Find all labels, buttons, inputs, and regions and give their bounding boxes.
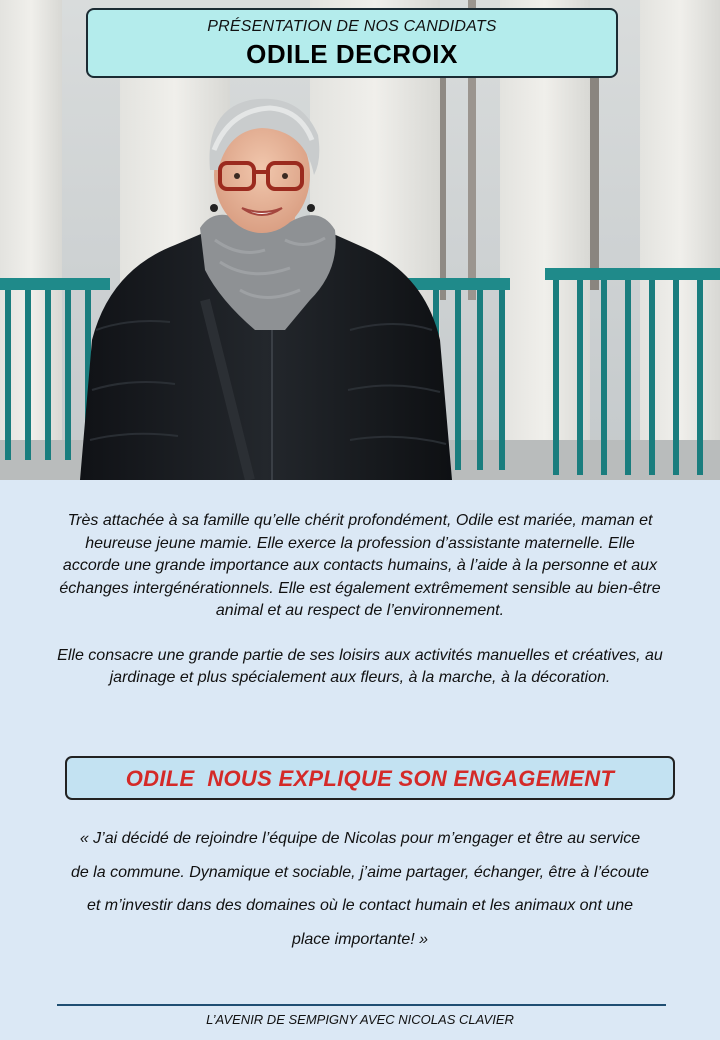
header-supertitle: PRÉSENTATION DE NOS CANDIDATS	[207, 18, 497, 35]
engagement-heading: ODILE NOUS EXPLIQUE SON ENGAGEMENT	[125, 766, 615, 791]
header-title-box	[86, 8, 618, 78]
candidate-name: ODILE DECROIX	[246, 39, 458, 69]
candidate-bio	[56, 510, 664, 690]
footer-text: L’AVENIR DE SEMPIGNY AVEC NICOLAS CLAVIER	[206, 1012, 514, 1027]
engagement-banner	[65, 756, 675, 800]
bio-paragraph-1: Très attachée à sa famille qu’elle chérit profondément, Odile est mariée, maman et heureuse jeune mamie. Elle exerce la profession d’assistante maternelle. Elle accorde une grande importance aux contacts humains, à l’aide à la personne et aux échanges intergénérationnels. Elle est également extrêmement sensible au bien-être animal et au respect de l’environnement.	[59, 512, 661, 619]
bio-paragraph-2: Elle consacre une grande partie de ses loisirs aux activités manuelles et créatives, au jardinage et plus spécialement aux fleurs, à la marche, à la décoration.	[57, 646, 663, 686]
engagement-quote: « J’ai décidé de rejoindre l’équipe de Nicolas pour m’engager et être au service de la commune. Dynamique et sociable, j’aime partager, échanger, être à l’écoute et m’investir dans des domaines où le contact humain et les animaux ont une place importante! »	[70, 830, 650, 948]
footer-divider	[57, 1004, 666, 1006]
